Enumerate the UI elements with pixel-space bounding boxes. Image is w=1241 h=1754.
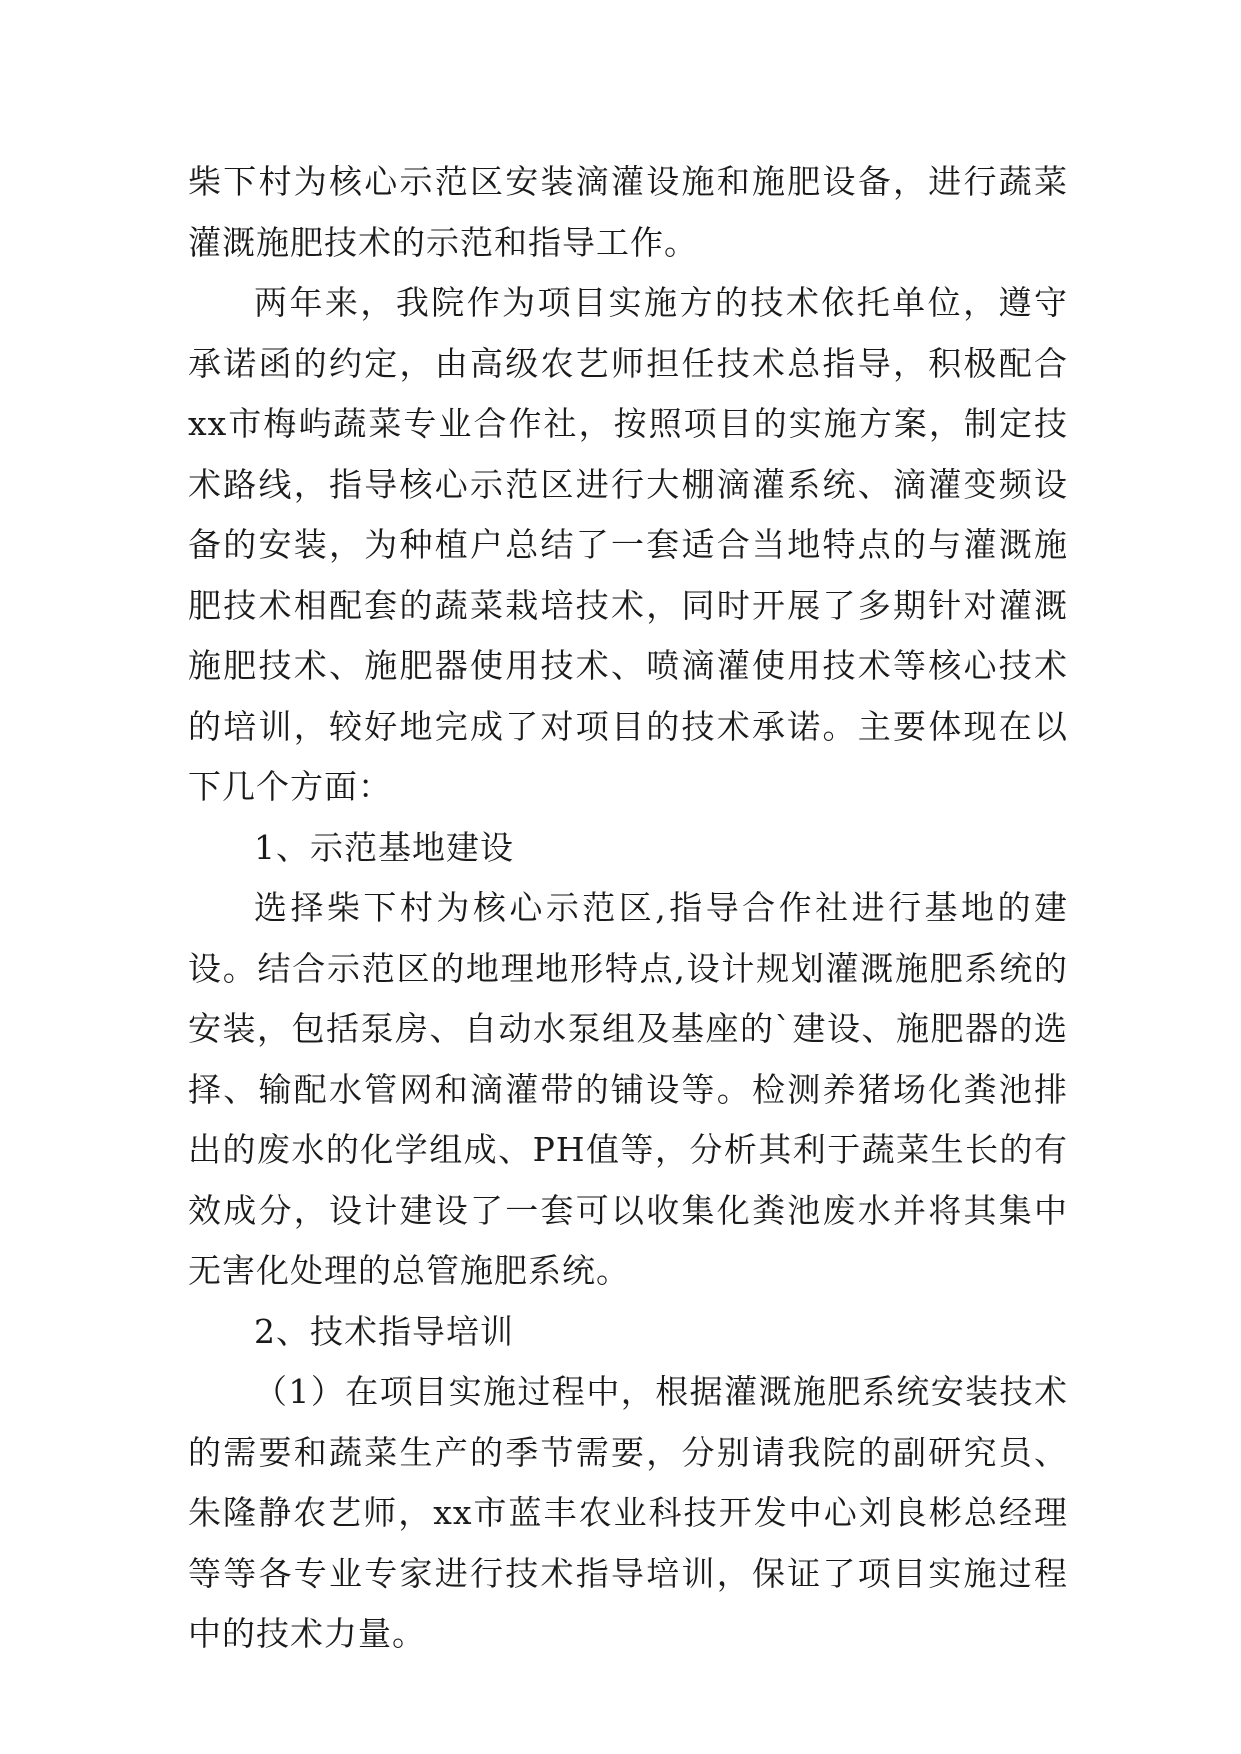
section-heading-training: 2、技术指导培训	[254, 1311, 514, 1351]
paragraph-continuation: 柴下村为核心示范区安装滴灌设施和施肥设备，进行蔬菜灌溉施肥技术的示范和指导工作。	[188, 162, 1068, 262]
section-heading-demo-base: 1、示范基地建设	[254, 827, 514, 867]
document-body	[188, 152, 1068, 1665]
paragraph-training: （1）在项目实施过程中，根据灌溉施肥系统安装技术的需要和蔬菜生产的季节需要，分别请我院的副研究员、朱隆静农艺师，xx市蓝丰农业科技开发中心刘良彬总经理等等各专业专家进行技术指导培训，保证了项目实施过程中的技术力量。	[188, 1372, 1068, 1653]
paragraph-demo-base: 选择柴下村为核心示范区,指导合作社进行基地的建设。结合示范区的地理地形特点,设计规划灌溉施肥系统的安装，包括泵房、自动水泵组及基座的`建设、施肥器的选择、输配水管网和滴灌带的铺设等。检测养猪场化粪池排出的废水的化学组成、PH值等，分析其利于蔬菜生长的有效成分，设计建设了一套可以收集化粪池废水并将其集中无害化处理的总管施肥系统。	[188, 888, 1068, 1290]
paragraph-two-years: 两年来，我院作为项目实施方的技术依托单位，遵守承诺函的约定，由高级农艺师担任技术总指导，积极配合xx市梅屿蔬菜专业合作社，按照项目的实施方案，制定技术路线，指导核心示范区进行大棚滴灌系统、滴灌变频设备的安装，为种植户总结了一套适合当地特点的与灌溉施肥技术相配套的蔬菜栽培技术，同时开展了多期针对灌溉施肥技术、施肥器使用技术、喷滴灌使用技术等核心技术的培训，较好地完成了对项目的技术承诺。主要体现在以下几个方面：	[188, 283, 1068, 806]
